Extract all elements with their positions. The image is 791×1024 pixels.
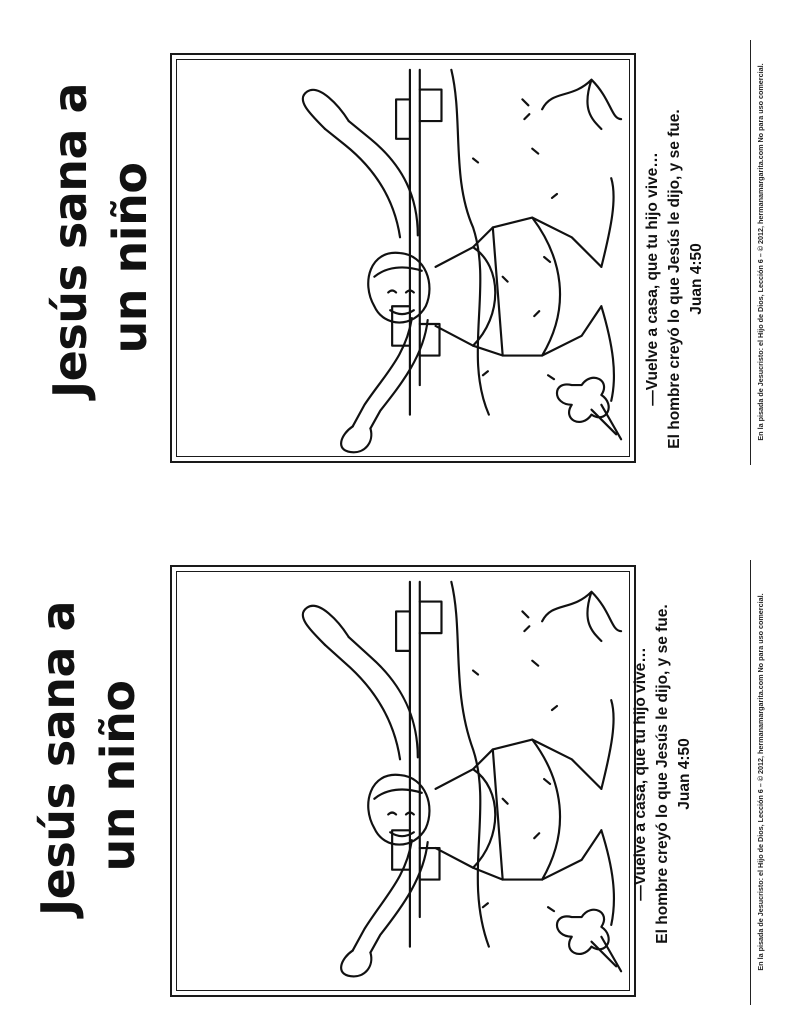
title-line-1: Jesús sana a — [43, 82, 97, 398]
footer-text: En la pisada de Jesucristo: el Hijo de Dios, Lección 6 – © 2012, hermanamargarita.com No para uso comercial. — [756, 63, 765, 441]
footer-divider — [750, 560, 751, 1005]
man-walking-coloring-icon — [177, 572, 629, 990]
verse-line-1: —Vuelve a casa, que tu hijo vive… — [644, 152, 661, 406]
verse-line-2: El hombre creyó lo que Jesús le dijo, y se fue. — [654, 604, 671, 944]
man-walking-coloring-icon — [177, 60, 629, 456]
verse-line-1: —Vuelve a casa, que tu hijo vive… — [632, 647, 649, 901]
footer-text: En la pisada de Jesucristo: el Hijo de Dios, Lección 6 – © 2012, hermanamargarita.com No para uso comercial. — [756, 593, 765, 971]
verse-text — [630, 574, 702, 974]
title-line-2: un niño — [103, 162, 157, 354]
title-line-1: Jesús sana a — [31, 600, 85, 916]
illustration-frame — [170, 53, 636, 463]
footer-divider — [750, 40, 751, 465]
illustration-frame — [170, 565, 636, 997]
title-line-2: un niño — [91, 680, 145, 872]
verse-line-2: El hombre creyó lo que Jesús le dijo, y se fue. — [666, 109, 683, 449]
page-title — [40, 82, 160, 398]
page-title — [28, 600, 148, 916]
verse-reference: Juan 4:50 — [676, 738, 693, 810]
verse-reference: Juan 4:50 — [688, 243, 705, 315]
verse-text — [642, 79, 714, 479]
